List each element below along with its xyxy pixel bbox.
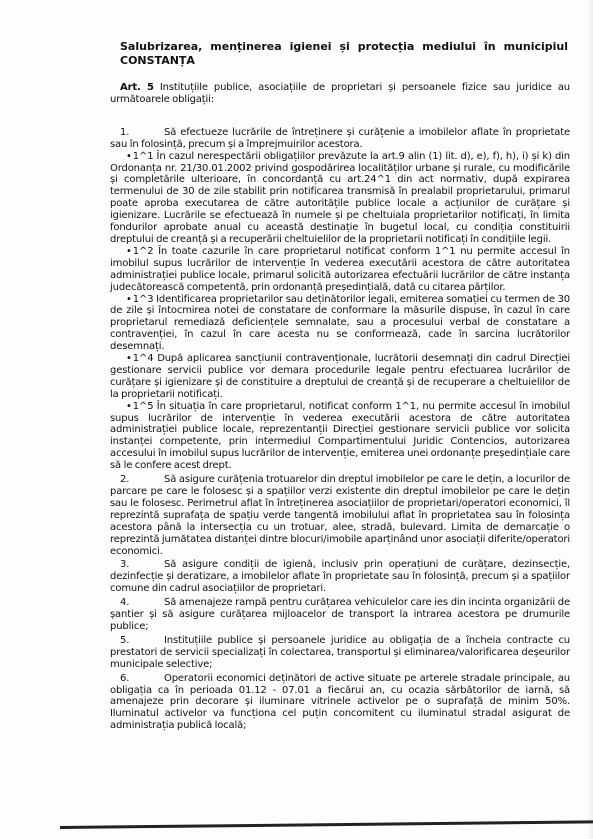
article-label: Art. 5 [120,82,154,93]
item-text: Instituțiile publice și persoanele juridice au obligația de a încheia contracte cu prestatori de servicii specializați în colectarea, transportul și eliminarea/valorificarea deșeurilor municipale selective; [110,634,570,670]
item-number: 4. [120,597,130,609]
subitem-text: 1^3 Identificarea proprietarilor sau deținătorilor legali, emiterea somației cu termen de 30 de zile și întocmirea notei de constatare de conformare la măsurile dispuse, în cazul în care proprietarul remediază deficiențele semnalate, sau a procesului verbal de constatare a contravenției, în cazul în care acesta nu se conformează, cade în sarcina lucrătorilor desemnați. [110,293,570,353]
document-title: Salubrizarea, menținerea igienei și protecția mediului în municipiul CONSTANȚA [120,40,568,67]
item-number: 6. [120,672,130,684]
subitem-1-2 [110,246,570,294]
item-text: Să asigure curățenia trotuarelor din dreptul imobilelor pe care le dețin, a locurilor de parcare pe care le folosesc și a spațiilor verzi existente din dreptul imobilelor pe care le dețin sau le folosesc. Perimetrul aflat în întreținerea asociațiilor de proprietari/operatori economici, îl reprezintă suprafața de spațiu verde tangentă imobilului aflat în proprietatea sau în folosința acestora până la intersecția cu un trotuar, alee, stradă, bulevard. Limita de demarcație o reprezintă jumătatea distanței dintre blocuri/imobile aparținând unor asociații diferite/operatori economici. [110,474,570,557]
subitem-text: 1^4 După aplicarea sancțiunii contravenționale, lucrătorii desemnați din cadrul Direcției gestionare servicii publice vor demara procedurile legale pentru efectuarea lucrărilor de curățare și igienizare și de constituire a dreptului de creanță și de recuperare a cheltuielilor de la proprietarii notificați. [110,353,570,400]
obligation-item-6 [110,673,570,733]
item-text: Să asigure condiții de igienă, inclusiv prin operațiuni de curățare, dezinsecție, dezinfecție și deratizare, a imobilelor aflate în proprietate sau în folosință, precum și a spațiilor comune din cadrul asociațiilor de proprietari. [110,559,570,595]
subitem-text: 1^1 În cazul nerespectării obligațiilor prevăzute la art.9 alin (1) lit. d), e), f), h), i) și k) din Ordonanța nr. 21/30.01.2002 privind gospodărirea localităților urbane și rurale, cu modificările și completările ulterioare, în concordanță cu art.24^1 din act normativ, după expirarea termenului de 30 de zile stabilit prin notificarea transmisă în prealabil proprietarului, primarul poate aproba executarea de către autoritățile publice locale a acțiunilor de curățare și igienizare. Lucrările se efectuează în numele și pe cheltuiala proprietarilor notificați, în limita fondurilor aprobate anual cu această destinație în bugetul local, cu condiția constituirii dreptului de creanță și a recuperării cheltuielilor de la proprietarii notificați în condițiile legii. [110,150,570,245]
article-heading [110,82,570,106]
obligation-item-4 [110,597,570,633]
article-intro: Instituțiile publice, asociațiile de proprietari și persoanele fizice sau juridice au următoarele obligații: [110,82,570,105]
subitem-text: 1^2 În toate cazurile în care proprietarul notificat conform 1^1 nu permite accesul în imobilul supus lucrărilor de intervenție în vederea executării acestora de către autoritatea administrației publice locale, primarul solicită autorizarea efectuării lucrărilor de către instanța judecătorească competentă, prin ordonanță președințială, dată cu citarea părților. [110,245,570,293]
item-number: 5. [120,634,130,646]
item-text: Să amenajeze rampă pentru curățarea vehiculelor care ies din incinta organizării de șantier și să asigure curățarea mijloacelor de transport la intrarea acestora pe drumurile publice; [110,597,570,632]
obligation-item-5 [110,635,570,671]
item-number: 1. [120,126,130,138]
obligation-item-2 [110,474,570,557]
obligation-item-1 [110,127,570,151]
scan-edge-shadow [587,0,593,839]
subitem-1-3 [110,294,570,354]
item-number: 3. [120,559,130,571]
obligation-item-3 [110,559,570,595]
subitem-1-1 [110,151,570,246]
item-text: Să efectueze lucrările de întreținere și curățenie a imobilelor aflate în proprietate sau în folosință, precum și a împrejmuirilor acestora. [110,126,570,150]
document-body [110,82,570,732]
scan-bottom-edge [60,820,593,829]
subitem-1-5 [110,401,570,472]
subitem-1-4 [110,353,570,401]
item-text: Operatorii economici deținători de active situate pe arterele stradale principale, au obligația ca în perioada 01.12 - 07.01 a fiecărui an, cu ocazia sărbătorilor de iarnă, să amenajeze prin decorare și iluminare vitrinele activelor pe o suprafață de minim 50%. Iluminatul activelor va funcționa cel puțin concomitent cu iluminatul stradal asigurat de administrația publică locală; [110,672,570,732]
subitem-text: 1^5 În situația în care proprietarul, notificat conform 1^1, nu permite accesul în imobilul supus lucrărilor de intervenție în vederea executării acestora de către autoritatea administrației publice locale, reprezentanții Direcției gestionare servicii publice vor solicita instanței competente, prin intermediul Compartimentului Juridic Contencios, autorizarea accesului în imobilul supus lucrărilor de intervenție, emiterea unei ordonanțe președințiale care să le confere acest drept. [110,400,570,472]
item-number: 2. [120,474,130,486]
